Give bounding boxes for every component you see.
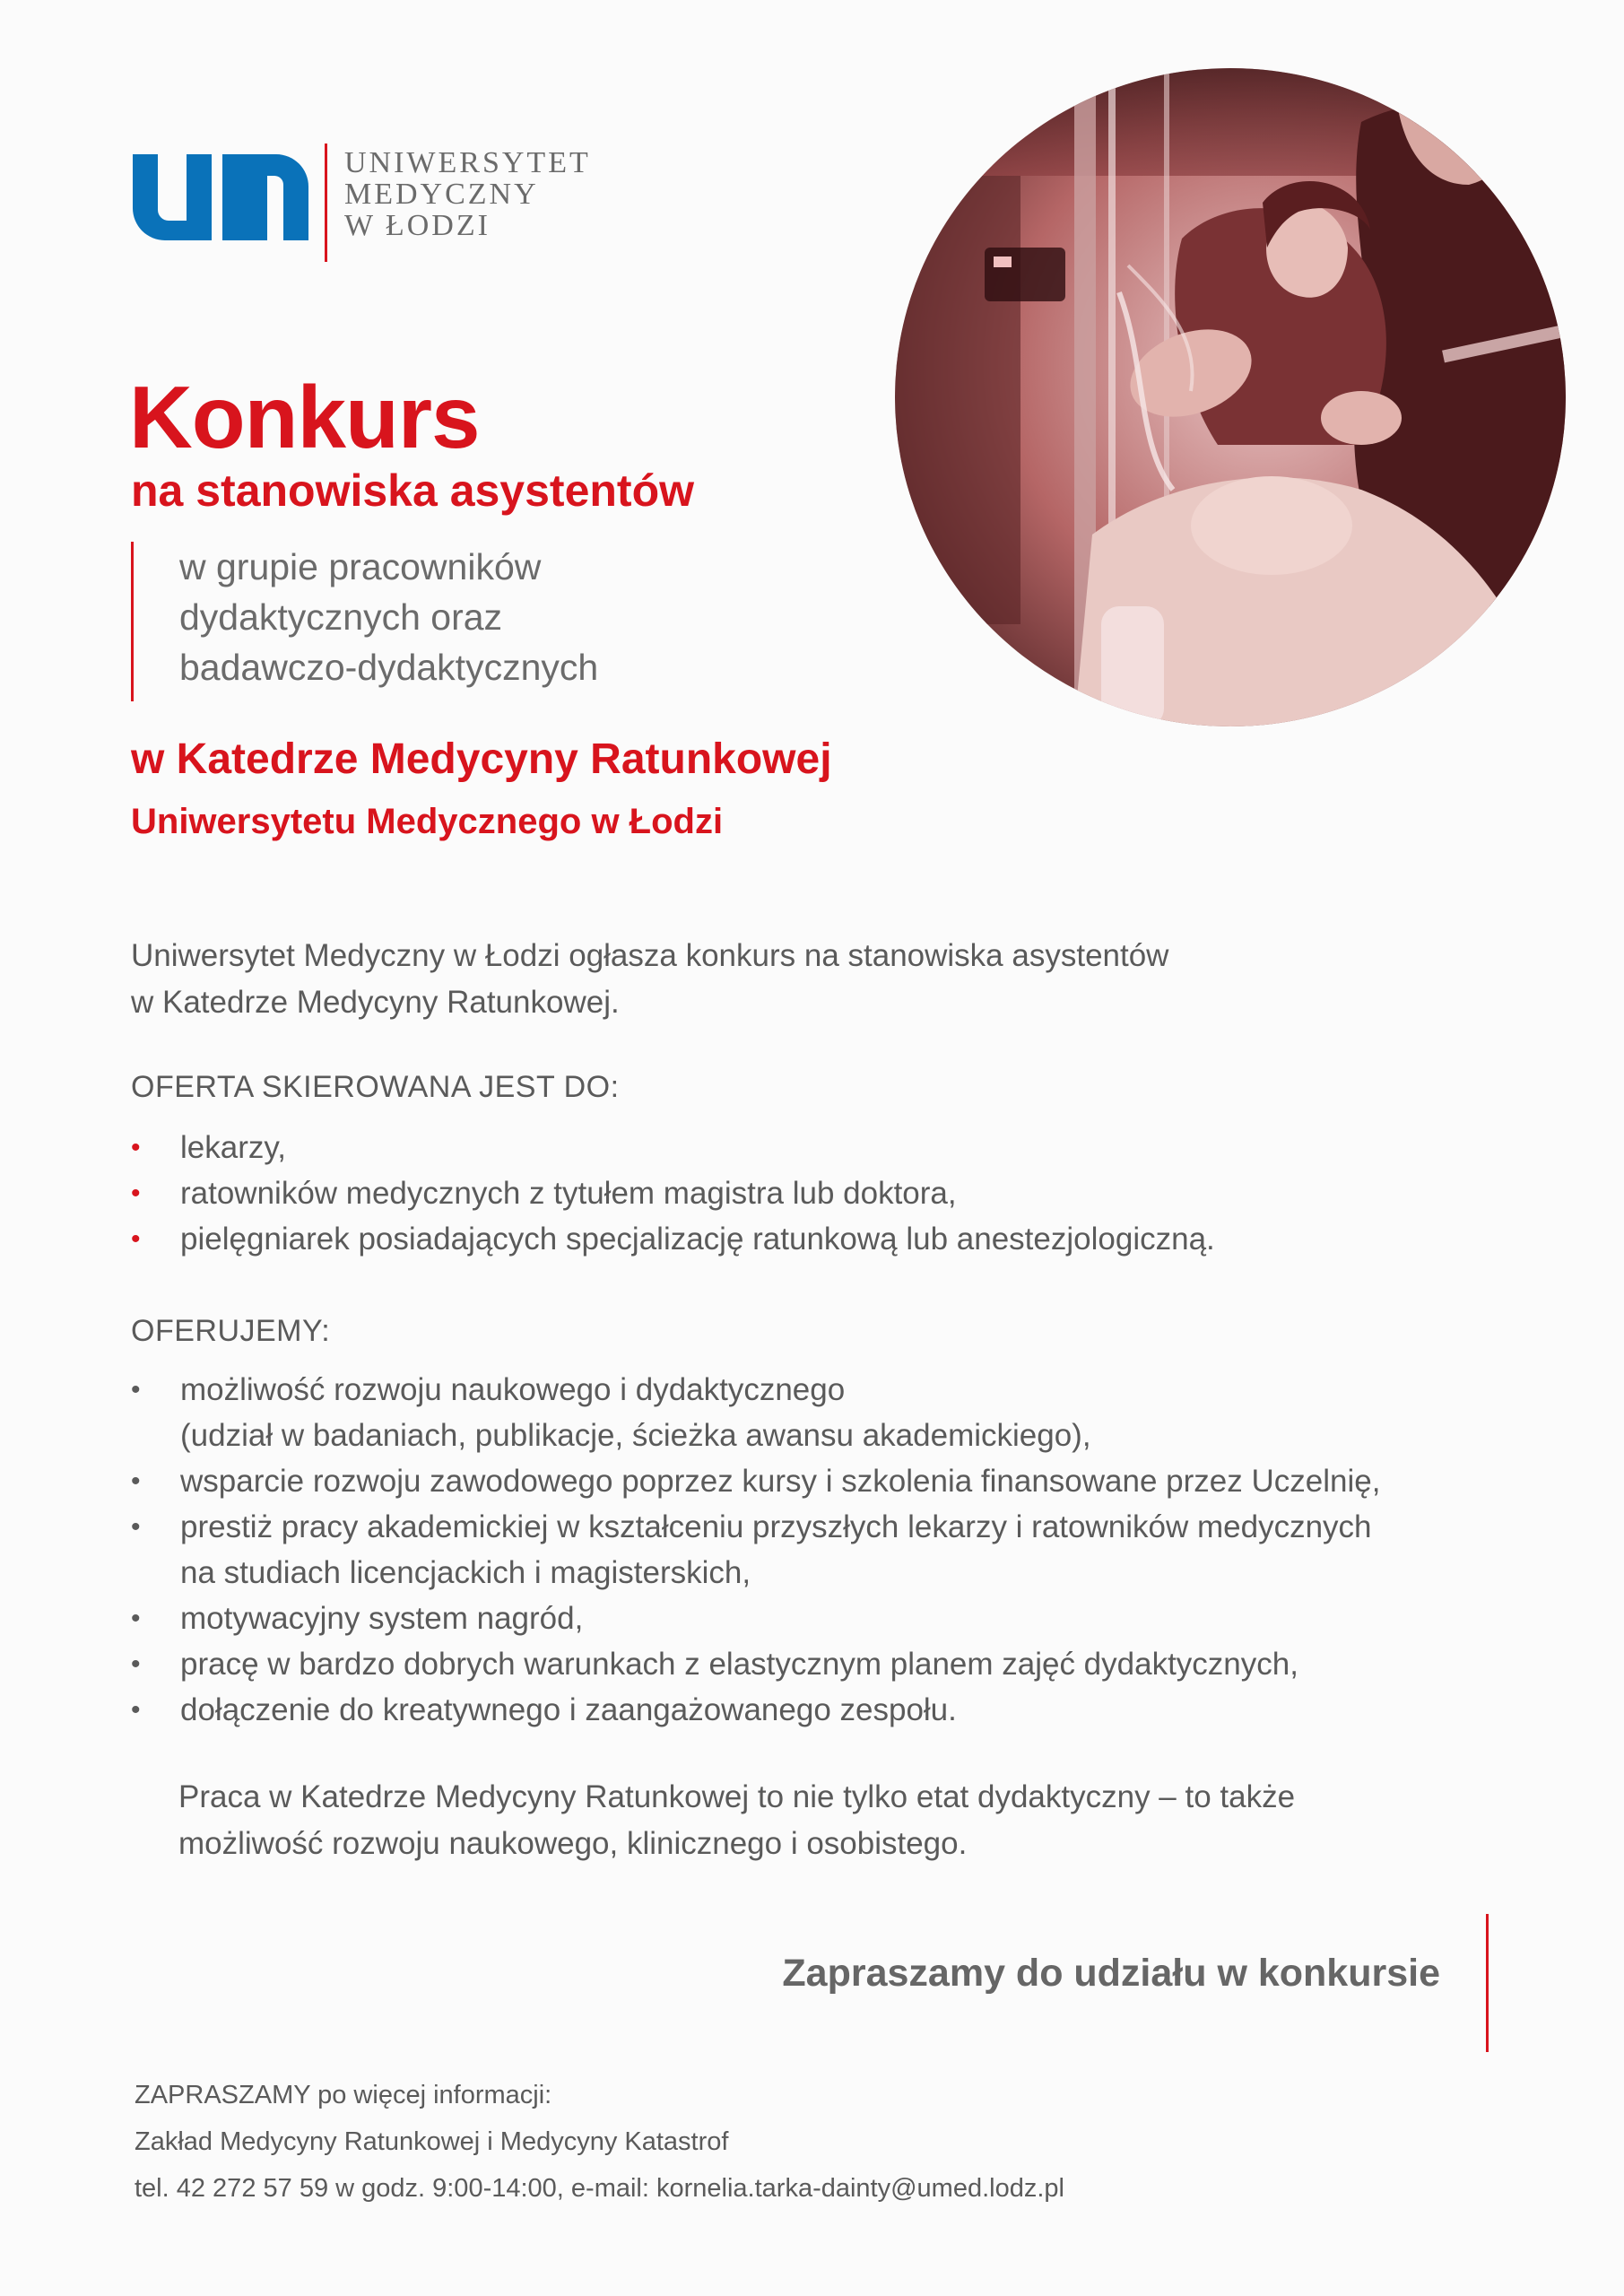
closing-paragraph <box>178 1774 1295 1867</box>
university-logo <box>133 144 617 269</box>
list-item-line: • prestiż pracy akademickiej w kształceniu przyszłych lekarzy i ratowników medycznych <box>180 1509 1372 1544</box>
page-subtitle: na stanowiska asystentów <box>131 465 695 516</box>
um-logo-mark-icon <box>133 154 308 240</box>
list-item-line: • możliwość rozwoju naukowego i dydaktycznego <box>180 1372 846 1407</box>
list-item: • lekarzy, <box>131 1125 1215 1170</box>
closing-line: Praca w Katedrze Medycyny Ratunkowej to nie tylko etat dydaktyczny – to także <box>178 1779 1296 1814</box>
invitation-accent-bar <box>1486 1914 1489 2052</box>
offer-list <box>131 1367 1380 1733</box>
employee-group <box>179 542 598 692</box>
page-title: Konkurs <box>129 368 480 466</box>
logo-divider <box>325 144 327 262</box>
audience-list <box>131 1125 1215 1262</box>
list-item-line: • wsparcie rozwoju zawodowego poprzez kursy i szkolenia finansowane przez Uczelnię, <box>180 1464 1381 1499</box>
list-item-line: na studiach licencjackich i magisterskich, <box>180 1555 751 1590</box>
offer-title: OFERUJEMY: <box>131 1314 331 1348</box>
list-item <box>131 1641 1380 1687</box>
list-item <box>131 1458 1380 1504</box>
closing-line: możliwość rozwoju naukowego, klinicznego i osobistego. <box>178 1826 968 1861</box>
list-item <box>131 1687 1380 1733</box>
list-item-line: • motywacyjny system nagród, <box>180 1601 584 1636</box>
list-item-line: • pracę w bardzo dobrych warunkach z elastycznym planem zajęć dydaktycznych, <box>180 1647 1298 1682</box>
logo-line-1: UNIWERSYTET <box>344 146 591 179</box>
intro-line: Uniwersytet Medyczny w Łodzi ogłasza konkurs na stanowiska asystentów <box>131 938 1169 973</box>
logo-line-2: MEDYCZNY <box>344 178 539 211</box>
contact-info <box>135 2072 1064 2212</box>
employee-group-line: badawczo-dydaktycznych <box>179 647 599 688</box>
contact-line: ZAPRASZAMY po więcej informacji: <box>135 2081 552 2109</box>
list-item-line: (udział w badaniach, publikacje, ścieżka awansu akademickiego), <box>180 1418 1091 1453</box>
logo-line-3: W ŁODZI <box>344 209 491 242</box>
list-item-line: • dołączenie do kreatywnego i zaangażowanego zespołu. <box>180 1692 957 1727</box>
ambulance-photo <box>895 68 1566 726</box>
invitation-text: Zapraszamy do udziału w konkursie <box>782 1952 1440 1995</box>
list-item: • pielęgniarek posiadających specjalizację ratunkową lub anestezjologiczną. <box>131 1216 1215 1262</box>
list-item: • ratowników medycznych z tytułem magistra lub doktora, <box>131 1170 1215 1216</box>
employee-group-line: w grupie pracowników <box>179 546 542 587</box>
group-accent-bar <box>131 542 134 701</box>
list-item <box>131 1367 1380 1458</box>
employee-group-line: dydaktycznych oraz <box>179 596 503 638</box>
logo-wordmark <box>344 147 591 241</box>
university-heading: Uniwersytetu Medycznego w Łodzi <box>131 802 724 841</box>
paramedics-photo-illustration <box>895 68 1566 726</box>
department-heading: w Katedrze Medycyny Ratunkowej <box>131 735 832 783</box>
intro-paragraph <box>131 933 1168 1026</box>
contact-line: tel. 42 272 57 59 w godz. 9:00-14:00, e-mail: kornelia.tarka-dainty@umed.lodz.pl <box>135 2174 1064 2203</box>
list-item <box>131 1504 1380 1596</box>
list-item <box>131 1596 1380 1641</box>
audience-title: OFERTA SKIEROWANA JEST DO: <box>131 1070 620 1104</box>
intro-line: w Katedrze Medycyny Ratunkowej. <box>131 985 620 1020</box>
contact-line: Zakład Medycyny Ratunkowej i Medycyny Katastrof <box>135 2127 729 2156</box>
